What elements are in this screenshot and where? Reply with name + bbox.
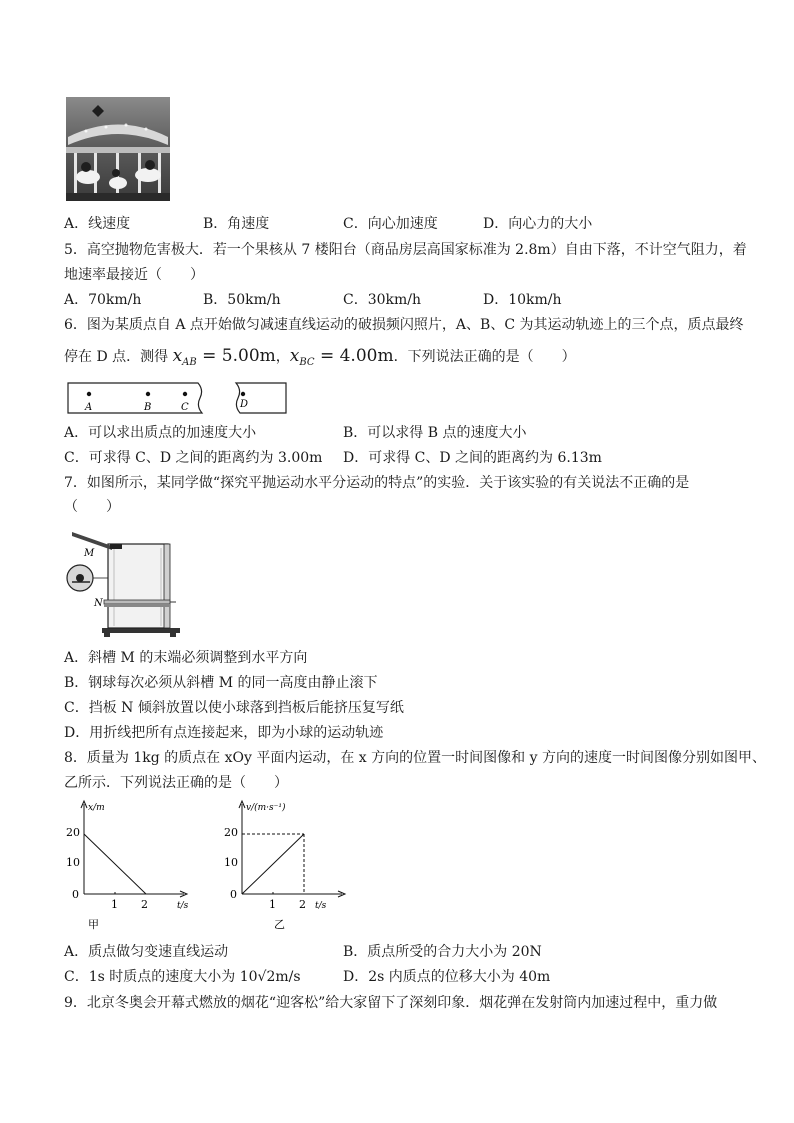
point-d-dot	[241, 392, 245, 396]
q7-option-a: A．斜槽 M 的末端必须调整到水平方向	[64, 650, 308, 666]
series-line	[84, 834, 146, 894]
tick-label-y0: 0	[230, 888, 237, 901]
tick-label-x2: 2	[299, 898, 306, 911]
chart-v-t	[222, 798, 372, 933]
q6-xab-value: = 5.00m	[196, 346, 276, 366]
q6-option-a: A．可以求出质点的加速度大小	[64, 425, 257, 441]
q6-option-c: C．可求得 C、D 之间的距离约为 3.00m	[64, 450, 323, 466]
tick-label-x1: 1	[111, 898, 118, 911]
q6-xab-subscript: AB	[182, 356, 197, 368]
q6-separator: ，	[275, 349, 290, 365]
point-b-dot	[146, 392, 150, 396]
point-b-label: B	[144, 402, 152, 413]
q7-option-c: C．挡板 N 倾斜放置以使小球落到挡板后能挤压复写纸	[64, 700, 404, 716]
q6-xbc-symbol: x	[289, 346, 300, 366]
tick-label-y0: 0	[72, 888, 79, 901]
point-d-label: D	[240, 399, 249, 410]
q6-stem-line2	[64, 346, 576, 373]
q6-strobe-diagram	[64, 380, 294, 416]
q8-option-d: D．2s 内质点的位移大小为 40m	[343, 969, 551, 985]
q8-stem-line2: 乙所示．下列说法正确的是（ ）	[64, 775, 288, 791]
q8-option-a: A．质点做匀变速直线运动	[64, 944, 229, 960]
q8-option-b: B．质点所受的合力大小为 20N	[343, 944, 542, 960]
y-axis-label: x/m	[88, 803, 105, 813]
q4-option-c: C．向心加速度	[343, 216, 438, 232]
q7-stem-line2: （ ）	[64, 499, 120, 515]
q6-xbc-subscript: BC	[299, 356, 315, 368]
q5-option-b: B．50km/h	[203, 292, 281, 308]
q6-xbc-value: = 4.00m	[314, 346, 394, 366]
q6-stem-question: ．下列说法正确的是（ ）	[393, 349, 576, 365]
x-axis-label: t/s	[177, 901, 189, 911]
point-c-label: C	[181, 402, 189, 413]
y-axis-label: v/(m·s⁻¹)	[246, 803, 286, 813]
q7-stem-line1: 7．如图所示，某同学做“探究平抛运动水平分运动的特点”的实验．关于该实验的有关说法不正确的是	[64, 475, 690, 491]
x-axis-label: t/s	[315, 901, 327, 911]
q7-option-d: D．用折线把所有点连接起来，即为小球的运动轨迹	[64, 725, 384, 741]
q6-xab-symbol: x	[172, 346, 183, 366]
q5-stem-line1: 5．高空抛物危害极大．若一个果核从 7 楼阳台（商品房层高国家标准为 2.8m）自由下落，不计空气阻力，着	[64, 242, 747, 258]
q5-option-a: A．70km/h	[64, 292, 142, 308]
q4-option-a: A．线速度	[64, 216, 131, 232]
label-m: M	[84, 548, 95, 559]
tick-label-x1: 1	[269, 898, 276, 911]
q7-apparatus-diagram	[64, 522, 184, 640]
series-line	[242, 834, 304, 894]
chart-x-t	[64, 798, 214, 933]
q8-stem-line1: 8．质量为 1kg 的质点在 xOy 平面内运动，在 x 方向的位置一时间图像和 y 方向的速度一时间图像分别如图甲、	[64, 750, 766, 766]
q7-option-b: B．钢球每次必须从斜槽 M 的同一高度由静止滚下	[64, 675, 378, 691]
q6-option-b: B．可以求得 B 点的速度大小	[343, 425, 527, 441]
tick-label-y20: 20	[66, 826, 80, 839]
q6-stem-text: 停在 D 点．测得	[64, 349, 169, 365]
point-c-dot	[183, 392, 187, 396]
tick-label-y10: 10	[224, 856, 238, 869]
q4-option-b: B．角速度	[203, 216, 270, 232]
label-n: N	[94, 598, 103, 609]
point-a-dot	[87, 392, 91, 396]
chart-title: 甲	[88, 918, 99, 931]
q5-option-d: D．10km/h	[483, 292, 562, 308]
q9-stem-line1: 9．北京冬奥会开幕式燃放的烟花“迎客松”给大家留下了深刻印象．烟花弹在发射筒内加速过程中，重力做	[64, 995, 718, 1011]
q6-stem-line1: 6．图为某质点自 A 点开始做匀减速直线运动的破损频闪照片，A、B、C 为其运动轨迹上的三个点，质点最终	[64, 317, 744, 333]
tick-label-y10: 10	[66, 856, 80, 869]
q4-option-d: D．向心力的大小	[483, 216, 593, 232]
q5-stem-line2: 地速率最接近（ ）	[64, 267, 204, 283]
q5-option-c: C．30km/h	[343, 292, 422, 308]
tick-label-x2: 2	[141, 898, 148, 911]
q6-option-d: D．可求得 C、D 之间的距离约为 6.13m	[343, 450, 602, 466]
carousel-photo	[66, 97, 170, 201]
tick-label-y20: 20	[224, 826, 238, 839]
chart-title: 乙	[274, 918, 285, 931]
point-a-label: A	[85, 402, 93, 413]
q8-option-c: C．1s 时质点的速度大小为 10√2m/s	[64, 969, 301, 985]
